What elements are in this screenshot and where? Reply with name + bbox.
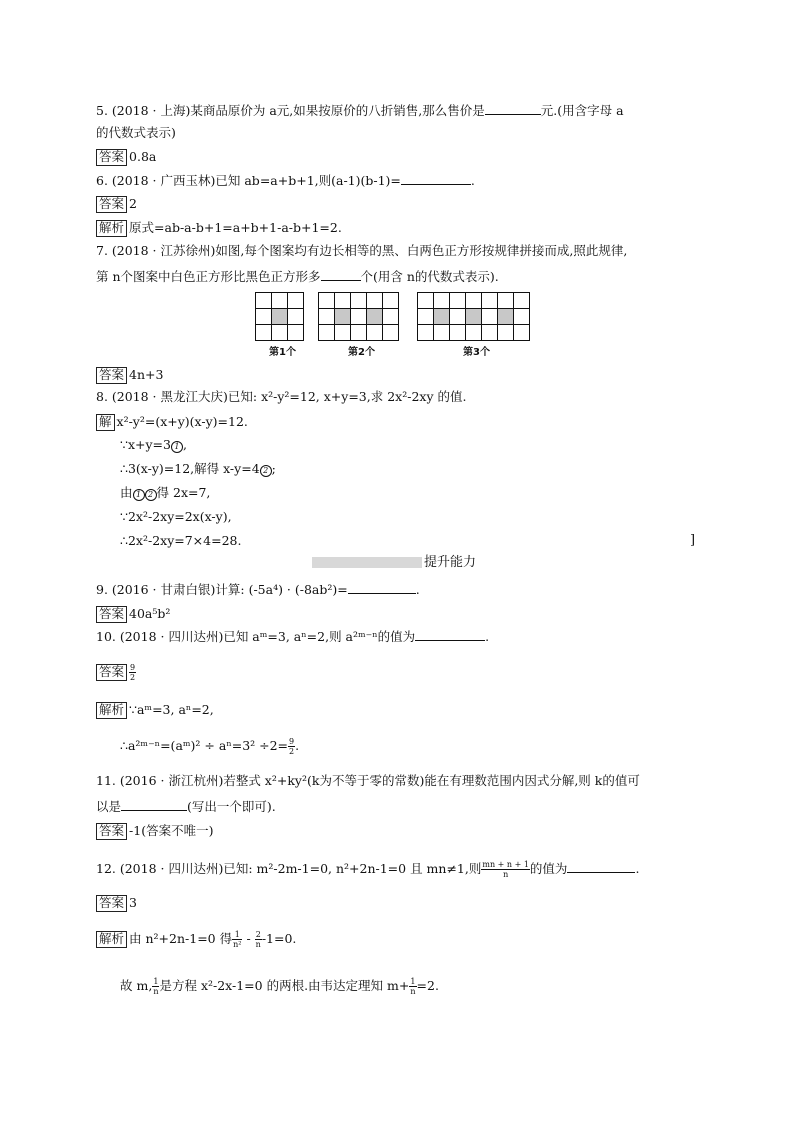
- q8-solution-line6: ∴2x²-2xy=7×4=28.: [120, 533, 242, 548]
- q11-answer-blank: [121, 800, 187, 811]
- q12-exp2-a: 故 m,: [120, 978, 153, 993]
- q12-stem-tail: 的值为: [529, 861, 568, 876]
- pattern-1-caption: 第1个: [269, 347, 296, 358]
- q12-exp2-fraction: [409, 977, 416, 996]
- fraction-numerator: mn + n + 1: [482, 860, 529, 869]
- minus-sign: -: [246, 931, 251, 946]
- q11-answer: [96, 823, 213, 840]
- q6-answer-value: 2: [129, 196, 137, 211]
- q10-answer-fraction: [129, 663, 136, 682]
- fraction-numerator: 1: [410, 977, 416, 986]
- fraction-denominator: 2: [289, 747, 295, 756]
- answer-label: 答案: [96, 823, 127, 840]
- q10-explanation-line1: [96, 702, 214, 719]
- fraction-numerator: 9: [289, 737, 295, 746]
- fraction-denominator: 2: [130, 673, 136, 682]
- q8-solution-line1: [96, 414, 248, 431]
- q10-exp-step1: ∵aᵐ=3, aⁿ=2,: [129, 702, 214, 717]
- q9-answer-blank: [348, 583, 416, 594]
- fraction-numerator: 1: [232, 930, 242, 940]
- section-title: 提升能力: [424, 555, 477, 570]
- q9-answer-value: 40a⁵b²: [129, 606, 171, 621]
- q12-explanation-line1: [96, 930, 296, 949]
- q7-answer-value: 4n+3: [129, 367, 164, 382]
- q10-stem-text: 10. (2018 · 四川达州)已知 aᵐ=3, aⁿ=2,则 a²ᵐ⁻ⁿ的值为: [96, 629, 416, 644]
- pattern-3: [418, 293, 530, 341]
- q5-answer: [96, 149, 156, 166]
- q6-explanation-text: 原式=ab-a-b+1=a+b+1-a-b+1=2.: [129, 220, 342, 235]
- black-square: [466, 309, 482, 325]
- answer-label: 答案: [96, 664, 127, 681]
- q8-solution-line5: ∵2x²-2xy=2x(x-y),: [120, 509, 232, 524]
- q8-step3: ∴3(x-y)=12,解得 x-y=4: [120, 461, 260, 476]
- q5-answer-value: 0.8a: [129, 149, 157, 164]
- q12-exp-a: 由 n²+2n-1=0 得: [129, 931, 233, 946]
- q11-line1: 11. (2016 · 浙江杭州)若整式 x²+ky²(k为不等于零的常数)能在有理数范围内因式分解,则 k的值可: [96, 773, 640, 788]
- q5-stem: 5. (2018 · 上海)某商品原价为 a元,如果按原价的八折销售,那么售价是: [96, 103, 485, 118]
- q8-step4-a: 由: [120, 485, 133, 500]
- q12-answer-value: 3: [129, 895, 137, 910]
- answer-label: 答案: [96, 196, 127, 213]
- q7-stem-a: 第 n个图案中白色正方形比黑色正方形多: [96, 269, 321, 284]
- q10-stem: 10. (2018 · 四川达州)已知 aᵐ=3, aⁿ=2,则 a²ᵐ⁻ⁿ的值为 .: [96, 629, 490, 644]
- pattern-2: [319, 293, 399, 341]
- q11-answer-value: -1(答案不唯一): [129, 823, 214, 838]
- q8-solution-line2: ∵x+y=3 1 ,: [120, 437, 187, 452]
- fraction-numerator: 2: [255, 930, 261, 939]
- solution-label: 解: [96, 414, 115, 431]
- q12-answer: [96, 895, 137, 912]
- q10-explanation-line2: ∴a²ᵐ⁻ⁿ=(aᵐ)² ÷ aⁿ=3² ÷2= $\frac{9}{2}$ .: [120, 737, 300, 756]
- q9-answer: [96, 606, 170, 623]
- q12-exp-b: -1=0.: [261, 931, 297, 946]
- q12-stem-fraction: [481, 860, 530, 879]
- answer-label: 答案: [96, 149, 127, 166]
- fraction-denominator: n: [255, 940, 261, 949]
- q10-exp-step2: ∴a²ᵐ⁻ⁿ=(aᵐ)² ÷ aⁿ=3² ÷2=: [120, 738, 289, 753]
- q7-stem-b: 个(用含 n的代数式表示).: [360, 269, 499, 284]
- q12-stem: 12. (2018 · 四川达州)已知: m²-2m-1=0, n²+2n-1=0 且 mn≠1,则 $\frac{mn + n + 1}{n}$ 的值为 .: [96, 860, 640, 879]
- fraction-numerator: 9: [130, 663, 136, 672]
- q8-stem: 8. (2018 · 黑龙江大庆)已知: x²-y²=12, x+y=3,求 2x²-2xy 的值.: [96, 389, 467, 404]
- fraction-denominator: n: [410, 987, 416, 996]
- black-square: [498, 309, 514, 325]
- q8-step1: x²-y²=(x+y)(x-y)=12.: [116, 414, 248, 429]
- fraction-denominator: n: [153, 987, 159, 996]
- q10-answer: [96, 663, 136, 682]
- fraction-denominator: n: [503, 870, 509, 879]
- q8-step4-b: 得 2x=7,: [156, 485, 211, 500]
- black-square: [434, 309, 450, 325]
- answer-label: 答案: [96, 895, 127, 912]
- circled-number: 2: [145, 489, 157, 501]
- q6-stem: 6. (2018 · 广西玉林)已知 ab=a+b+1,则(a-1)(b-1)= .: [96, 173, 475, 188]
- q6-answer: [96, 196, 137, 213]
- circled-number: 2: [260, 465, 272, 477]
- section-band: [312, 557, 422, 568]
- answer-label: 答案: [96, 606, 127, 623]
- q7-line2: [96, 270, 499, 284]
- explanation-label: 解析: [96, 931, 127, 948]
- q12-exp2-c: =2.: [416, 978, 439, 993]
- fraction-numerator: 1: [153, 977, 159, 986]
- black-square: [335, 309, 351, 325]
- q12-explanation-line2: [120, 977, 439, 996]
- pattern-2-caption: 第2个: [348, 347, 375, 358]
- q6-stem-text: 6. (2018 · 广西玉林)已知 ab=a+b+1,则(a-1)(b-1)=: [96, 173, 401, 188]
- q12-stem-text: 12. (2018 · 四川达州)已知: m²-2m-1=0, n²+2n-1=0 且 mn≠1,则: [96, 861, 482, 876]
- q11-stem-b: (写出一个即可).: [187, 799, 276, 814]
- q5-answer-blank: [485, 104, 541, 115]
- q12-exp2-b: 是方程 x²-2x-1=0 的两根.由韦达定理知 m+: [159, 978, 410, 993]
- q12-exp-fraction: [255, 930, 262, 949]
- black-square: [272, 309, 288, 325]
- q7-pattern-figure: [255, 292, 545, 344]
- q8-step2: ∵x+y=3: [120, 437, 171, 452]
- q7-answer-blank: [321, 270, 361, 281]
- q9-stem-text: 9. (2016 · 甘肃白银)计算: (-5a⁴) · (-8ab²)=: [96, 582, 348, 597]
- q10-exp-fraction: [288, 737, 295, 756]
- q5-line1: [96, 104, 624, 118]
- fraction-denominator: n²: [233, 940, 242, 949]
- circled-number: 1: [133, 489, 145, 501]
- circled-number: 1: [171, 441, 183, 453]
- explanation-label: 解析: [96, 702, 127, 719]
- q5-stem-tail: 元.(用含字母 a: [540, 103, 624, 118]
- q12-exp-fraction: [232, 930, 242, 949]
- q12-answer-blank: [567, 862, 635, 873]
- answer-label: 答案: [96, 367, 127, 384]
- q11-stem-a: 以是: [96, 799, 122, 814]
- q10-answer-blank: [415, 630, 485, 641]
- q9-stem: 9. (2016 · 甘肃白银)计算: (-5a⁴) · (-8ab²)= .: [96, 582, 420, 597]
- closing-bracket: ]: [690, 533, 696, 548]
- q7-answer: [96, 367, 163, 384]
- q6-explanation: [96, 220, 342, 237]
- pattern-1: [256, 293, 304, 341]
- explanation-label: 解析: [96, 220, 127, 237]
- q8-solution-line3: ∴3(x-y)=12,解得 x-y=4 2 ;: [120, 461, 276, 476]
- q7-line1: 7. (2018 · 江苏徐州)如图,每个图案均有边长相等的黑、白两色正方形按规律拼接而成,照此规律,: [96, 243, 628, 258]
- black-square: [367, 309, 383, 325]
- q6-answer-blank: [401, 174, 471, 185]
- q8-solution-line4: [120, 487, 210, 501]
- q5-line2: 的代数式表示): [96, 125, 176, 140]
- pattern-3-caption: 第3个: [463, 347, 490, 358]
- q11-line2: [96, 800, 276, 814]
